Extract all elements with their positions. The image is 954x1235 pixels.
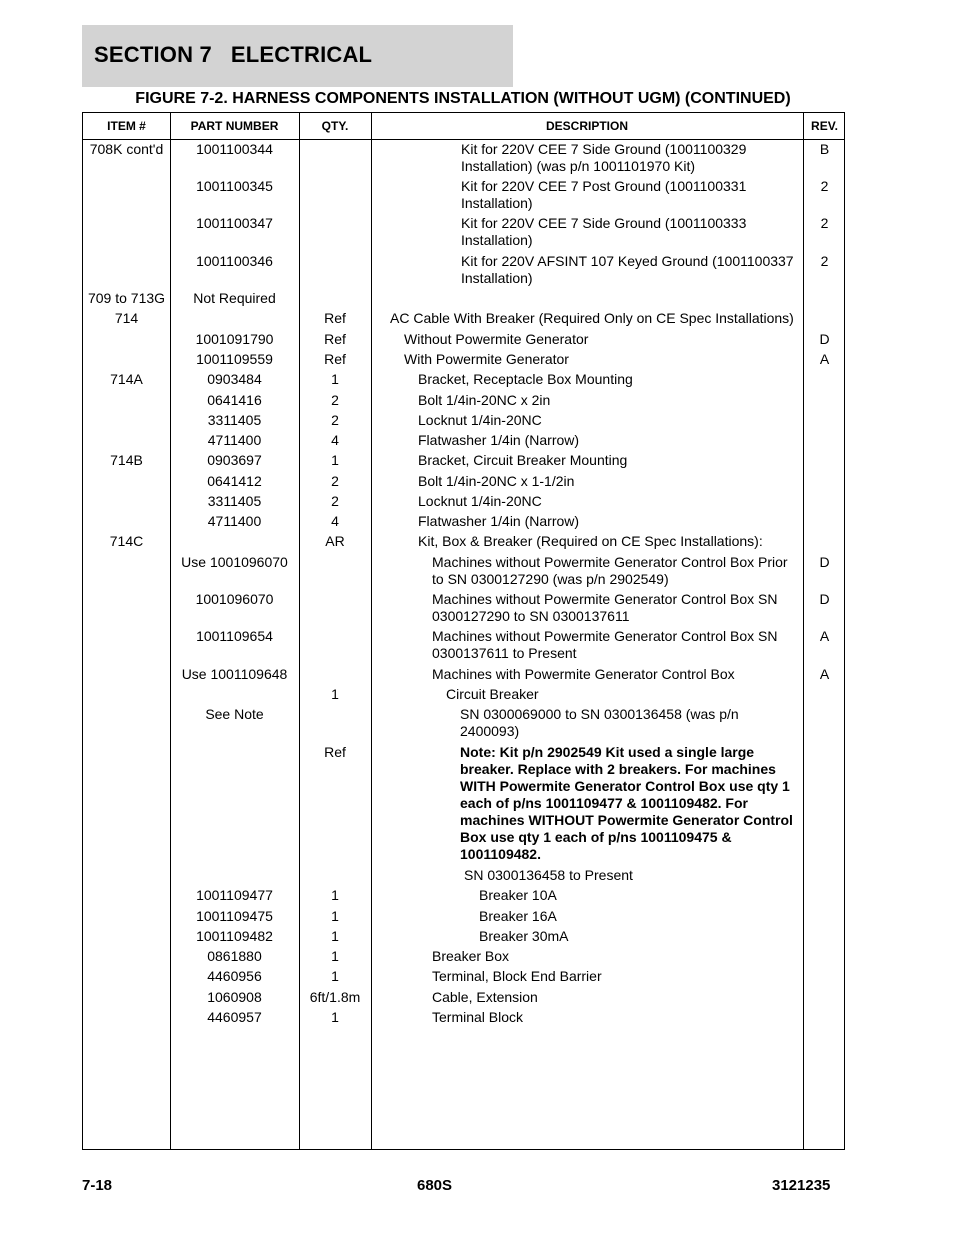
part-number-cell: 0641412: [207, 473, 262, 489]
part-number-cell: 4460957: [207, 1009, 262, 1025]
part-number-cell: 0903697: [207, 452, 262, 468]
part-number-cell: 1001109559: [196, 351, 273, 367]
part-number-cell: Not Required: [193, 290, 276, 306]
qty-cell: Ref: [324, 351, 346, 367]
qty-cell: 1: [331, 371, 339, 387]
part-number-cell: 3311405: [207, 493, 262, 509]
part-number-cell: 0861880: [207, 948, 262, 964]
col-header-description: DESCRIPTION: [545, 119, 628, 133]
col-header-part-number: PART NUMBER: [190, 119, 279, 133]
column-divider: [371, 113, 372, 1149]
description-cell: Terminal, Block End Barrier: [432, 968, 602, 984]
rev-cell: A: [819, 351, 830, 367]
description-cell: Kit for 220V CEE 7 Side Ground (1001100333 Installation): [461, 215, 747, 248]
col-header-item: ITEM #: [107, 119, 146, 133]
rev-cell: 2: [820, 178, 829, 194]
part-number-cell: 4711400: [207, 432, 262, 448]
part-number-cell: 1001100344: [196, 141, 273, 157]
item-number-cell: 709 to 713G: [87, 290, 166, 306]
item-number-cell: 714: [114, 310, 139, 326]
footer-model: 680S: [417, 1177, 453, 1194]
rev-cell: B: [819, 141, 830, 157]
part-number-cell: 1001096070: [195, 591, 274, 607]
part-number-cell: 1001109475: [196, 908, 273, 924]
description-cell: Kit for 220V AFSINT 107 Keyed Ground (1001100337 Installation): [461, 253, 794, 286]
part-number-cell: Use 1001096070: [181, 554, 288, 570]
qty-cell: 4: [331, 513, 339, 529]
description-cell: Flatwasher 1/4in (Narrow): [418, 432, 580, 448]
qty-cell: 2: [331, 493, 339, 509]
part-number-cell: 3311405: [207, 412, 262, 428]
description-cell: Kit, Box & Breaker (Required on CE Spec Installations):: [418, 533, 763, 549]
qty-cell: 1: [331, 452, 339, 468]
description-cell: Machines without Powermite Generator Control Box SN 0300127290 to SN 0300137611: [432, 591, 778, 624]
description-cell: Bolt 1/4in-20NC x 2in: [418, 392, 551, 408]
rev-cell: D: [819, 591, 830, 607]
qty-cell: 4: [331, 432, 339, 448]
part-number-cell: 1001109477: [196, 887, 273, 903]
section-header-bar: [82, 25, 513, 87]
part-number-cell: 1001100346: [196, 253, 273, 269]
part-number-cell: 1060908: [207, 989, 262, 1005]
item-number-cell: 714B: [110, 452, 143, 468]
part-number-cell: 0903484: [207, 371, 262, 387]
rev-cell: 2: [820, 215, 829, 231]
parts-table: [82, 112, 845, 1150]
description-cell: SN 0300069000 to SN 0300136458 (was p/n 2400093): [460, 706, 739, 739]
qty-cell: Ref: [324, 331, 346, 347]
section-title: SECTION 7 ELECTRICAL: [94, 42, 373, 67]
description-cell: Kit for 220V CEE 7 Post Ground (1001100331 Installation): [461, 178, 747, 211]
qty-cell: 1: [331, 686, 339, 702]
part-number-cell: 4711400: [207, 513, 262, 529]
description-cell: Breaker 16A: [479, 908, 557, 924]
footer-page-number: 7-18: [82, 1177, 113, 1194]
rev-cell: A: [819, 666, 830, 682]
item-number-cell: 708K cont'd: [89, 141, 164, 157]
description-cell: Bracket, Receptacle Box Mounting: [418, 371, 633, 387]
qty-cell: AR: [325, 533, 345, 549]
description-cell: Locknut 1/4in-20NC: [418, 412, 542, 428]
description-cell: Bracket, Circuit Breaker Mounting: [418, 452, 628, 468]
qty-cell: 1: [331, 1009, 339, 1025]
rev-cell: A: [819, 628, 830, 644]
qty-cell: 2: [331, 473, 339, 489]
part-number-cell: 1001109654: [196, 628, 273, 644]
description-cell: Circuit Breaker: [446, 686, 539, 702]
item-number-cell: 714C: [109, 533, 144, 549]
description-cell: Terminal Block: [432, 1009, 524, 1025]
qty-cell: Ref: [324, 310, 346, 326]
item-number-cell: 714A: [110, 371, 143, 387]
description-cell: Kit for 220V CEE 7 Side Ground (1001100329 Installation) (was p/n 1001101970 Kit): [461, 141, 747, 174]
description-cell: Cable, Extension: [432, 989, 538, 1005]
footer-doc-number: 3121235: [772, 1177, 831, 1194]
description-cell: Breaker Box: [432, 948, 510, 964]
part-number-cell: 1001109482: [196, 928, 273, 944]
rev-cell: 2: [820, 253, 829, 269]
qty-cell: 1: [331, 887, 339, 903]
part-number-cell: 0641416: [207, 392, 262, 408]
description-cell: Flatwasher 1/4in (Narrow): [418, 513, 580, 529]
part-number-cell: 4460956: [207, 968, 262, 984]
header-divider: [83, 139, 844, 140]
qty-cell: 2: [331, 392, 339, 408]
rev-cell: D: [819, 554, 830, 570]
description-cell: AC Cable With Breaker (Required Only on CE Spec Installations): [390, 310, 794, 326]
description-cell: Note: Kit p/n 2902549 Kit used a single large breaker. Replace with 2 breakers. For machines WITH Powermite Generator Control Box use qty 1 each of p/ns 1001109477 & 1001109482. For machines WITHOUT Powermite Generator Control Box use qty 1 each of p/ns 1001109475 & 1001109482.: [460, 744, 793, 862]
description-cell: With Powermite Generator: [404, 351, 569, 367]
qty-cell: 1: [331, 948, 339, 964]
description-cell: Locknut 1/4in-20NC: [418, 493, 542, 509]
part-number-cell: Use 1001109648: [181, 666, 288, 682]
description-cell: Machines with Powermite Generator Control Box: [432, 666, 735, 682]
qty-cell: Ref: [324, 744, 346, 760]
rev-cell: D: [819, 331, 830, 347]
part-number-cell: See Note: [205, 706, 264, 722]
figure-title: FIGURE 7-2. HARNESS COMPONENTS INSTALLATION (WITHOUT UGM) (CONTINUED): [135, 90, 791, 107]
description-cell: Without Powermite Generator: [404, 331, 589, 347]
description-cell: Machines without Powermite Generator Control Box Prior to SN 0300127290 (was p/n 2902549): [432, 554, 788, 587]
qty-cell: 1: [331, 908, 339, 924]
description-cell: Breaker 30mA: [479, 928, 569, 944]
col-header-rev: REV.: [811, 119, 838, 133]
description-cell: SN 0300136458 to Present: [464, 867, 633, 883]
col-header-qty: QTY.: [321, 119, 349, 133]
description-cell: Bolt 1/4in-20NC x 1-1/2in: [418, 473, 575, 489]
part-number-cell: 1001100345: [196, 178, 273, 194]
qty-cell: 1: [331, 968, 339, 984]
description-cell: Breaker 10A: [479, 887, 557, 903]
part-number-cell: 1001100347: [196, 215, 273, 231]
description-cell: Machines without Powermite Generator Control Box SN 0300137611 to Present: [432, 628, 778, 661]
qty-cell: 6ft/1.8m: [309, 989, 361, 1005]
qty-cell: 1: [331, 928, 339, 944]
qty-cell: 2: [331, 412, 339, 428]
part-number-cell: 1001091790: [195, 331, 274, 347]
